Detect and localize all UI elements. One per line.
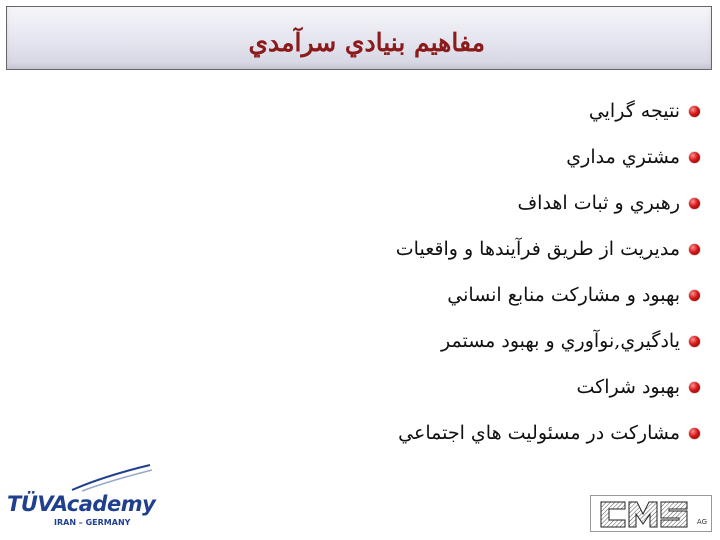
- cms-mark-icon: [591, 496, 713, 533]
- list-item: [396, 234, 700, 264]
- tuv-brand-text: TÜVAcademy: [7, 492, 156, 516]
- tuv-academy-logo: [4, 462, 164, 532]
- list-item-text: رهبري و ثبات اهداف: [517, 192, 680, 214]
- list-item: [589, 96, 700, 126]
- bullet-dot-icon: [689, 336, 700, 347]
- list-item-text: مشاركت در مسئوليت هاي اجتماعي: [398, 422, 680, 444]
- cms-suffix-text: AG: [696, 518, 707, 526]
- list-item: [441, 326, 700, 356]
- swoosh-icon: [64, 462, 154, 492]
- bullet-dot-icon: [689, 198, 700, 209]
- bullet-dot-icon: [689, 106, 700, 117]
- list-item: [447, 280, 700, 310]
- bullet-dot-icon: [689, 244, 700, 255]
- bullet-dot-icon: [689, 428, 700, 439]
- list-item-text: بهبود شراكت: [576, 376, 680, 398]
- list-item-text: نتيجه گرايي: [588, 100, 680, 122]
- bullet-dot-icon: [689, 382, 700, 393]
- tuv-sub-text: IRAN – GERMANY: [54, 518, 131, 527]
- list-item: [577, 372, 700, 402]
- list-item: [517, 188, 700, 218]
- list-item-text: مشتري مداري: [566, 146, 680, 168]
- list-item-text: بهبود و مشاركت منابع انساني: [447, 284, 680, 306]
- list-item-text: يادگيري,نوآوري و بهبود مستمر: [441, 330, 680, 352]
- list-item: [398, 418, 700, 448]
- title-banner: [6, 6, 712, 70]
- slide-title: مفاهيم بنيادي سرآمدي: [248, 28, 485, 57]
- bullet-dot-icon: [689, 290, 700, 301]
- list-item: [566, 142, 700, 172]
- bullet-dot-icon: [689, 152, 700, 163]
- cms-logo: [590, 495, 712, 532]
- list-item-text: مديريت از طريق فرآيندها و واقعيات: [395, 238, 680, 260]
